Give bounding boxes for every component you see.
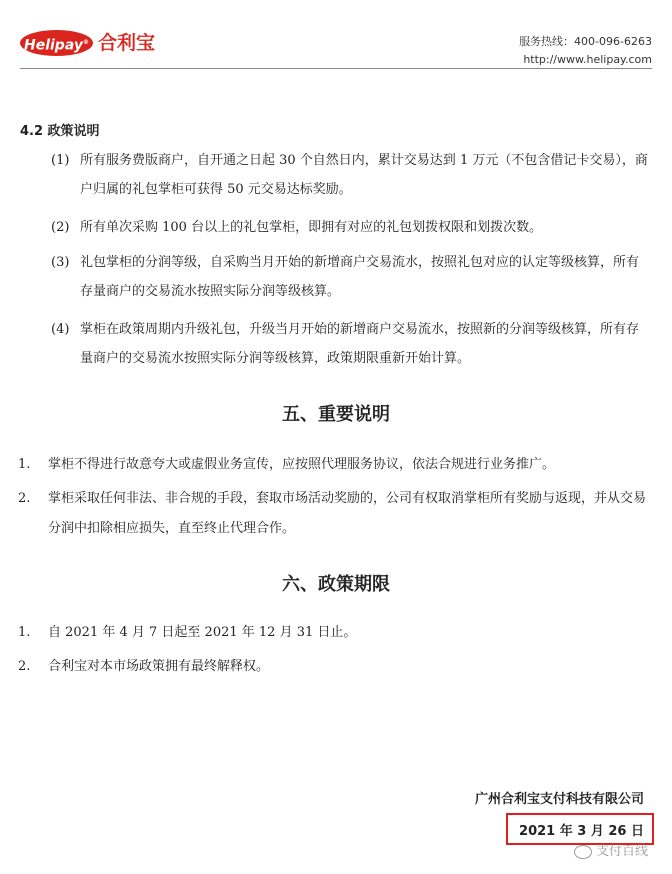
item-number: 1. — [18, 457, 31, 472]
policy-item-1 — [51, 146, 651, 204]
item-number: (2) — [51, 220, 70, 235]
item-number: 1. — [18, 625, 31, 640]
item-text: 掌柜采取任何非法、非合规的手段，套取市场活动奖励的，公司有权取消掌柜所有奖励与返现，并从交易分润中扣除相应损失，直至终止代理合作。 — [48, 491, 647, 536]
wechat-icon — [574, 845, 592, 859]
policy-item-2 — [51, 213, 651, 242]
watermark — [574, 840, 648, 859]
policy-item-4 — [51, 315, 651, 373]
item-text: 礼包掌柜的分润等级，自采购当月开始的新增商户交易流水，按照礼包对应的认定等级核算，所有存量商户的交易流水按照实际分润等级核算。 — [80, 255, 640, 299]
item-text: 掌柜在政策周期内升级礼包，升级当月开始的新增商户交易流水，按照新的分润等级核算，所有存量商户的交易流水按照实际分润等级核算，政策期限重新开始计算。 — [80, 322, 640, 366]
section-5-heading: 五、重要说明 — [282, 404, 390, 425]
section-4-2-title: 4.2 政策说明 — [20, 124, 100, 139]
item-number: 2. — [18, 491, 31, 506]
item-text: 掌柜不得进行故意夸大或虚假业务宣传，应按照代理服务协议，依法合规进行业务推广。 — [48, 457, 556, 472]
logo-text: Helipay — [24, 37, 83, 54]
item-text: 合利宝对本市场政策拥有最终解释权。 — [48, 659, 270, 674]
term-item-1 — [18, 618, 646, 648]
important-note-1 — [18, 450, 646, 480]
logo-chinese-name: 合利宝 — [98, 32, 156, 54]
term-item-2 — [18, 652, 646, 682]
letterhead — [0, 0, 672, 70]
item-number: (1) — [51, 153, 70, 168]
website-url: http://www.helipay.com — [523, 53, 652, 66]
signature-date: 2021 年 3 月 26 日 — [519, 824, 644, 839]
item-number: (3) — [51, 255, 70, 270]
section-6-heading: 六、政策期限 — [282, 574, 390, 595]
item-number: 2. — [18, 659, 31, 674]
registered-mark: ® — [82, 39, 89, 46]
item-text: 自 2021 年 4 月 7 日起至 2021 年 12 月 31 日止。 — [48, 625, 357, 640]
contact-info — [519, 33, 652, 69]
company-signature: 广州合利宝支付科技有限公司 — [474, 792, 644, 807]
item-text: 所有单次采购 100 台以上的礼包掌柜，即拥有对应的礼包划拨权限和划拨次数。 — [80, 220, 543, 235]
service-hotline: 服务热线：400-096-6263 — [519, 35, 652, 48]
policy-item-3 — [51, 248, 651, 306]
helipay-logo — [20, 30, 93, 56]
important-note-2 — [18, 484, 646, 544]
watermark-text: 支付百线 — [595, 844, 648, 859]
header-divider — [20, 68, 652, 69]
item-number: (4) — [51, 322, 70, 337]
item-text: 所有服务费版商户，自开通之日起 30 个自然日内，累计交易达到 1 万元（不包含借记卡交易），商户归属的礼包掌柜可获得 50 元交易达标奖励。 — [80, 153, 648, 197]
